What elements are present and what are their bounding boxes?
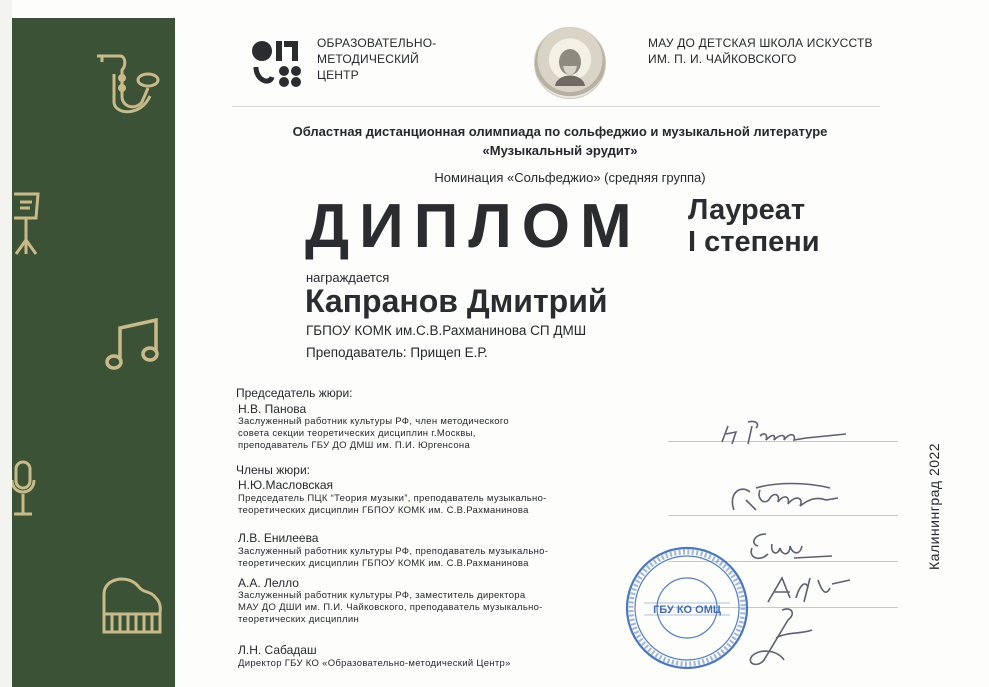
jury-member-name: Л.В. Енилеева: [238, 531, 319, 545]
award-degree: [688, 194, 820, 258]
music-stand-icon: [12, 188, 42, 258]
desc-line: теоретических дисциплин: [238, 614, 360, 625]
jury-member-description: [238, 658, 511, 670]
school-line: МАУ ДО ДЕТСКАЯ ШКОЛА ИСКУССТВ: [648, 36, 873, 50]
olympiad-title-block: [240, 122, 880, 160]
jury-chair-name: Н.В. Панова: [238, 402, 307, 416]
olympiad-title: Областная дистанционная олимпиада по сольфеджио и музыкальной литературе: [292, 124, 828, 139]
decorative-band: [12, 18, 175, 687]
signature-member-1: [726, 480, 846, 520]
desc-line: совета секции теоретических дисциплин г.Москвы,: [238, 428, 476, 439]
school-name: [648, 35, 873, 67]
org-line: ОБРАЗОВАТЕЛЬНО-: [317, 36, 437, 50]
page-edge: [0, 0, 12, 687]
microphone-icon: [12, 458, 42, 518]
jury-member-description: [238, 493, 547, 517]
diploma-title: ДИПЛОМ: [305, 192, 642, 261]
nomination: Номинация «Сольфеджио» (средняя группа): [434, 170, 706, 185]
desc-line: Заслуженный работник культуры РФ, член методического: [238, 416, 509, 427]
saxophone-icon: [92, 48, 162, 118]
jury-member-description: [238, 590, 543, 626]
jury-member-description: [238, 546, 548, 570]
jury-member-name: А.А. Лелло: [238, 576, 299, 590]
school-line: ИМ. П. И. ЧАЙКОВСКОГО: [648, 52, 797, 66]
portrait-icon: [535, 28, 605, 98]
desc-line: МАУ ДО ДШИ им. П.И. Чайковского, преподаватель музыкально-: [238, 602, 543, 613]
signature-member-2: [746, 526, 846, 566]
award-line: Лауреат: [688, 194, 806, 226]
stamp-center-text: ГБУ КО ОМЦ: [653, 604, 721, 616]
recipient-institution: ГБПОУ КОМК им.С.В.Рахманинова СП ДМШ: [306, 323, 587, 338]
jury-member-name: Н.Ю.Масловская: [238, 478, 333, 492]
award-line: I степени: [688, 226, 820, 258]
official-stamp: [624, 545, 750, 671]
olympiad-subtitle: «Музыкальный эрудит»: [482, 143, 638, 158]
desc-line: Заслуженный работник культуры РФ, заместитель директора: [238, 590, 526, 601]
desc-line: преподаватель ГБУ ДО ДМШ им. П.И. Юргенсона: [238, 440, 471, 451]
desc-line: Заслуженный работник культуры РФ, преподаватель музыкально-: [238, 546, 549, 557]
jury-chair-heading: Председатель жюри:: [236, 386, 353, 400]
desc-line: Директор ГБУ КО «Образовательно-методический Центр»: [238, 658, 511, 669]
signature-chair: [716, 416, 856, 450]
city-year: Калининград 2022: [926, 442, 942, 570]
music-notes-icon: [104, 316, 164, 376]
jury-chair-description: [238, 416, 509, 452]
desc-line: теоретических дисциплин ГБПОУ КОМК им. С.В.Рахманинова: [238, 558, 529, 569]
recipient-name: Капранов Дмитрий: [305, 283, 608, 319]
org-name: [317, 35, 436, 83]
desc-line: Председатель ПЦК “Теория музыки”, преподаватель музыкально-: [238, 493, 547, 504]
recipient-teacher: Преподаватель: Прищеп Е.Р.: [306, 345, 488, 360]
signature-director: [742, 604, 822, 674]
signature-member-3: [760, 572, 860, 608]
grand-piano-icon: [98, 572, 166, 638]
header-divider: [232, 106, 880, 107]
awarded-label: награждается: [306, 270, 390, 285]
jury-member-name: Л.Н. Сабадаш: [238, 643, 317, 657]
desc-line: теоретических дисциплин ГБПОУ КОМК им. С.В.Рахманинова: [238, 505, 529, 516]
org-line: ЦЕНТР: [317, 68, 359, 82]
jury-members-heading: Члены жюри:: [236, 463, 310, 477]
tchaikovsky-portrait-medallion: [534, 27, 606, 99]
omc-logo: [252, 37, 302, 87]
org-line: МЕТОДИЧЕСКИЙ: [317, 52, 419, 66]
